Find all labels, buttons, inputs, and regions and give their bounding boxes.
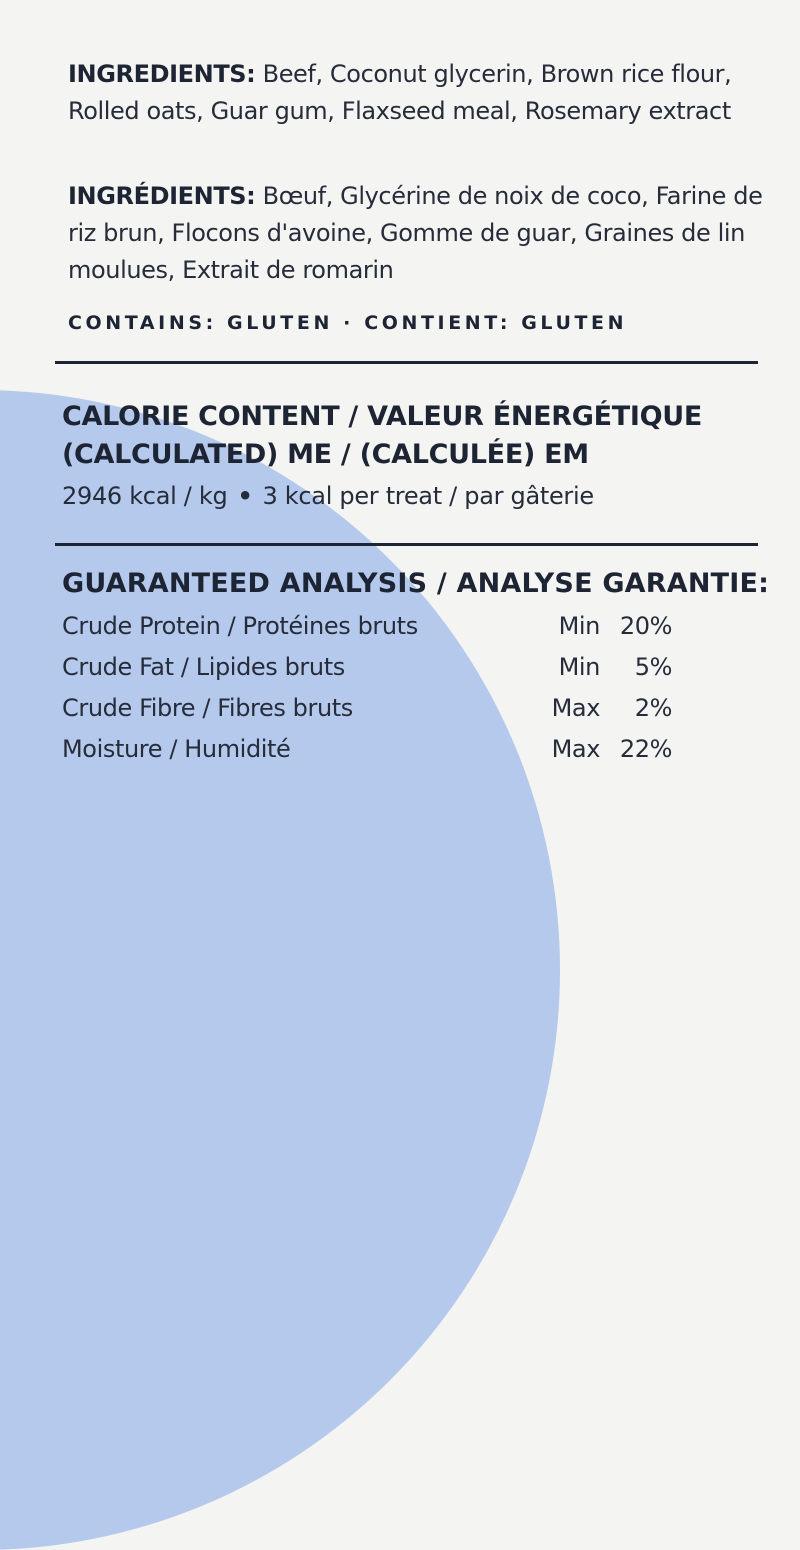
analysis-value: 2%	[634, 694, 672, 722]
background-circle-decoration	[0, 390, 560, 1550]
ingredients-english-text: Beef, Coconut glycerin, Brown rice flour, Rolled oats, Guar gum, Flaxseed meal, Rosemary extract	[68, 60, 732, 125]
analysis-qualifier: Min	[558, 612, 600, 640]
analysis-value: 22%	[619, 735, 672, 763]
calorie-heading-line2: (CALCULATED) ME / (CALCULÉE) EM	[62, 439, 589, 470]
analysis-nutrient: Moisture / Humidité	[62, 735, 291, 763]
calorie-values	[62, 482, 782, 510]
analysis-nutrient: Crude Fat / Lipides bruts	[62, 653, 345, 681]
analysis-nutrient: Crude Protein / Protéines bruts	[62, 612, 418, 640]
calorie-per-kg: 2946 kcal / kg	[62, 482, 228, 510]
calorie-per-treat: 3 kcal per treat / par gâterie	[262, 482, 594, 510]
analysis-nutrient: Crude Fibre / Fibres bruts	[62, 694, 353, 722]
analysis-value: 5%	[634, 653, 672, 681]
ingredients-french	[68, 178, 768, 289]
section-divider	[55, 361, 758, 364]
analysis-row	[62, 653, 682, 693]
guaranteed-analysis-heading: GUARANTEED ANALYSIS / ANALYSE GARANTIE:	[62, 568, 770, 599]
ingredients-french-text: Bœuf, Glycérine de noix de coco, Farine de riz brun, Flocons d'avoine, Gomme de guar, Graines de lin moulues, Extrait de romarin	[68, 182, 763, 284]
analysis-row	[62, 694, 682, 734]
calorie-heading-line1: CALORIE CONTENT / VALEUR ÉNERGÉTIQUE	[62, 401, 703, 432]
analysis-qualifier: Max	[551, 694, 600, 722]
calorie-heading	[62, 398, 782, 474]
analysis-qualifier: Max	[551, 735, 600, 763]
bullet-separator: •	[237, 482, 253, 510]
analysis-row	[62, 612, 682, 652]
section-divider	[55, 543, 758, 546]
analysis-qualifier: Min	[558, 653, 600, 681]
analysis-value: 20%	[619, 612, 672, 640]
ingredients-english-label: INGREDIENTS:	[68, 60, 256, 88]
analysis-row	[62, 735, 682, 775]
ingredients-french-label: INGRÉDIENTS:	[68, 182, 256, 210]
ingredients-english	[68, 56, 768, 130]
allergen-statement: CONTAINS: GLUTEN · CONTIENT: GLUTEN	[68, 312, 628, 334]
